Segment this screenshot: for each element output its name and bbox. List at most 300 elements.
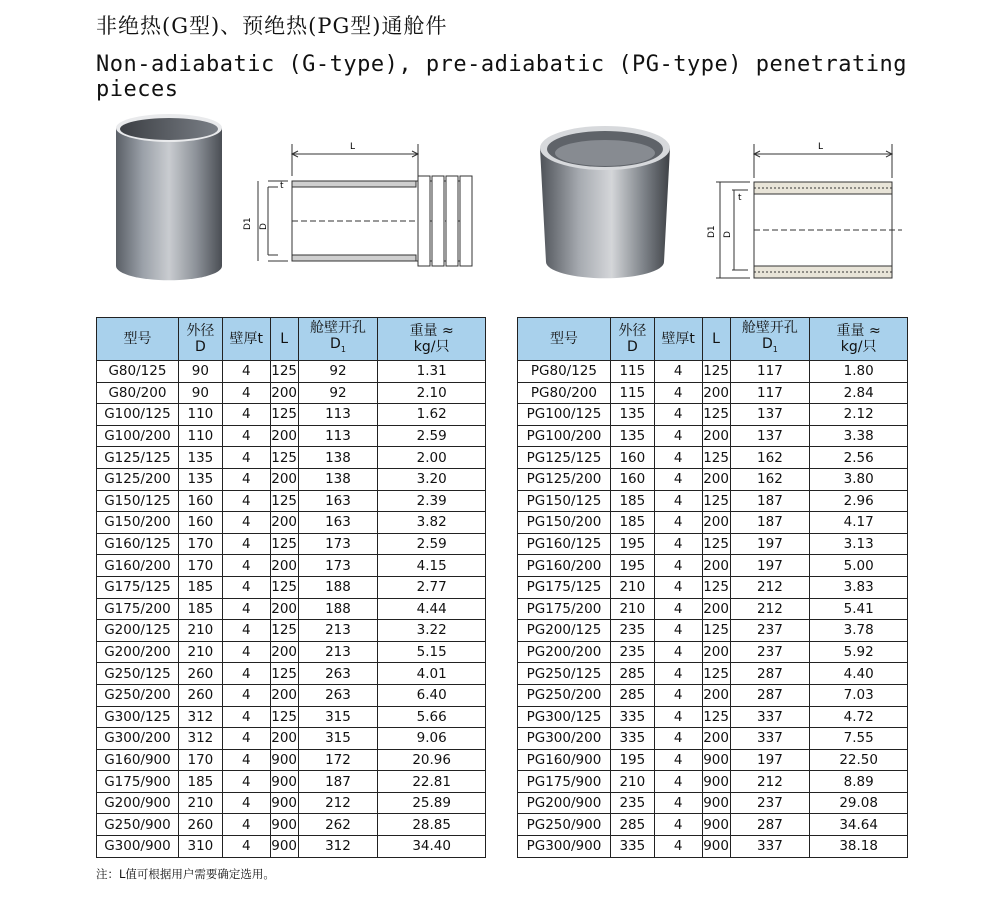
table-row [97,663,486,685]
table-cell: 210 [610,598,654,620]
table-cell: 110 [178,404,222,426]
table-cell: 287 [730,814,810,836]
table-cell: 4 [222,555,270,577]
table-cell: 135 [610,404,654,426]
table-cell: 125 [702,576,730,598]
table-cell: 200 [270,382,298,404]
table-cell: G200/125 [97,620,179,642]
table-cell: 197 [730,533,810,555]
header-model: 型号 [97,318,179,361]
table-cell: 195 [610,555,654,577]
header-model: 型号 [518,318,611,361]
table-cell: 200 [702,684,730,706]
header-weight: 重量 ≈ kg/只 [378,318,486,361]
table-cell: 90 [178,382,222,404]
table-cell: 335 [610,836,654,858]
table-cell: 315 [298,728,378,750]
table-cell: 3.22 [378,620,486,642]
table-cell: 195 [610,749,654,771]
table-cell: 2.39 [378,490,486,512]
table-row [518,792,908,814]
table-cell: PG200/900 [518,792,611,814]
table-cell: 115 [610,382,654,404]
table-row [518,836,908,858]
table-row [518,425,908,447]
table-cell: 2.59 [378,425,486,447]
table-cell: 4.17 [810,512,908,534]
table-cell: 2.12 [810,404,908,426]
table-cell: G160/200 [97,555,179,577]
table-cell: 117 [730,382,810,404]
table-cell: 125 [270,533,298,555]
table-cell: 200 [270,728,298,750]
table-row [518,555,908,577]
table-cell: G300/200 [97,728,179,750]
g-type-pipe-photo [104,106,234,286]
table-cell: 200 [702,512,730,534]
table-cell: 900 [702,749,730,771]
table-row [97,490,486,512]
table-cell: PG80/200 [518,382,611,404]
table-cell: 185 [178,598,222,620]
table-cell: 5.15 [378,641,486,663]
table-cell: G150/125 [97,490,179,512]
table-cell: 212 [730,771,810,793]
table-cell: 210 [610,771,654,793]
table-cell: PG250/125 [518,663,611,685]
table-cell: 3.82 [378,512,486,534]
table-row [97,555,486,577]
table-cell: 4 [654,728,702,750]
table-cell: 187 [730,490,810,512]
table-cell: 287 [730,663,810,685]
table-cell: G300/125 [97,706,179,728]
table-cell: G175/900 [97,771,179,793]
table-cell: 125 [702,490,730,512]
table-cell: G200/200 [97,641,179,663]
table-cell: 125 [702,404,730,426]
table-cell: 235 [610,792,654,814]
table-cell: 213 [298,620,378,642]
table-cell: 262 [298,814,378,836]
table-cell: 4 [654,404,702,426]
table-cell: 188 [298,598,378,620]
table-cell: 137 [730,425,810,447]
header-outer-diameter: 外径 D [610,318,654,361]
table-cell: 125 [270,663,298,685]
table-cell: 6.40 [378,684,486,706]
header-bulkhead-hole: 舱壁开孔 $D_1$ [730,318,810,361]
table-row [97,468,486,490]
table-row [518,598,908,620]
table-cell: 187 [298,771,378,793]
table-cell: G175/125 [97,576,179,598]
table-cell: G200/900 [97,792,179,814]
table-cell: 110 [178,425,222,447]
table-cell: 4 [654,684,702,706]
table-cell: 4 [222,468,270,490]
table-cell: 2.96 [810,490,908,512]
table-cell: 4 [222,620,270,642]
table-cell: 185 [610,512,654,534]
table-cell: 113 [298,404,378,426]
table-cell: 200 [270,425,298,447]
pg-type-section-drawing [706,136,906,286]
table-cell: 135 [610,425,654,447]
table-row [97,641,486,663]
table-cell: G125/200 [97,468,179,490]
table-row [518,771,908,793]
table-cell: 210 [178,641,222,663]
table-row [518,382,908,404]
table-cell: G250/200 [97,684,179,706]
table-cell: 200 [270,598,298,620]
table-cell: 22.50 [810,749,908,771]
table-cell: 25.89 [378,792,486,814]
table-row [518,490,908,512]
table-row [97,684,486,706]
table-row [97,447,486,469]
page-title-en: Non-adiabatic (G-type), pre-adiabatic (PG-type) penetrating pieces [96,52,907,102]
table-cell: 4.72 [810,706,908,728]
table-cell: 2.56 [810,447,908,469]
table-cell: 4 [654,361,702,383]
table-cell: 200 [270,641,298,663]
table-row [97,512,486,534]
table-cell: 337 [730,836,810,858]
table-cell: 3.20 [378,468,486,490]
table-row [97,598,486,620]
table-cell: 4 [222,490,270,512]
table-cell: 3.13 [810,533,908,555]
table-cell: 160 [610,447,654,469]
table-cell: PG80/125 [518,361,611,383]
table-cell: G100/125 [97,404,179,426]
table-cell: 163 [298,490,378,512]
g-type-spec-table [96,317,486,858]
table-cell: 4 [222,404,270,426]
table-cell: G160/900 [97,749,179,771]
table-cell: G100/200 [97,425,179,447]
table-cell: PG125/125 [518,447,611,469]
table-cell: 137 [730,404,810,426]
table-cell: 285 [610,663,654,685]
header-length: L [270,318,298,361]
table-cell: 200 [270,555,298,577]
table-cell: 900 [270,836,298,858]
table-cell: 162 [730,447,810,469]
table-row [97,425,486,447]
table-cell: 4 [222,447,270,469]
table-cell: 4 [654,598,702,620]
table-cell: G160/125 [97,533,179,555]
table-cell: 187 [730,512,810,534]
table-cell: G175/200 [97,598,179,620]
header-outer-diameter: 外径 D [178,318,222,361]
table-cell: 125 [702,533,730,555]
table-row [518,468,908,490]
table-cell: 117 [730,361,810,383]
table-row [97,836,486,858]
table-row [518,663,908,685]
table-row [518,728,908,750]
table-cell: 260 [178,684,222,706]
table-cell: 4 [222,728,270,750]
table-cell: 4 [654,490,702,512]
table-cell: 125 [702,447,730,469]
table-cell: 92 [298,382,378,404]
table-cell: 4 [654,706,702,728]
table-cell: 210 [610,576,654,598]
table-cell: 260 [178,663,222,685]
table-cell: PG200/200 [518,641,611,663]
table-row [518,641,908,663]
table-cell: PG300/125 [518,706,611,728]
table-cell: 38.18 [810,836,908,858]
table-cell: 195 [610,533,654,555]
table-row [97,728,486,750]
table-cell: 172 [298,749,378,771]
table-cell: 4 [654,663,702,685]
table-cell: 4 [654,382,702,404]
table-cell: G250/125 [97,663,179,685]
table-cell: 8.89 [810,771,908,793]
table-cell: 1.62 [378,404,486,426]
table-cell: 185 [178,771,222,793]
table-cell: 125 [702,361,730,383]
table-cell: 2.59 [378,533,486,555]
table-cell: 125 [270,620,298,642]
table-cell: PG300/200 [518,728,611,750]
header-wall-thickness: 壁厚t [654,318,702,361]
table-cell: PG125/200 [518,468,611,490]
table-cell: 125 [270,447,298,469]
table-cell: 4 [654,555,702,577]
table-cell: 263 [298,684,378,706]
table-cell: 170 [178,533,222,555]
table-cell: 4 [654,533,702,555]
table-cell: 4 [654,771,702,793]
table-cell: 212 [730,576,810,598]
table-row [97,361,486,383]
table-row [518,684,908,706]
table-cell: G125/125 [97,447,179,469]
table-cell: 210 [178,792,222,814]
table-row [518,361,908,383]
table-cell: 3.38 [810,425,908,447]
table-cell: 185 [178,576,222,598]
header-wall-thickness: 壁厚t [222,318,270,361]
page-title-cn: 非绝热(G型)、预绝热(PG型)通舱件 [96,14,448,38]
header-bulkhead-hole: 舱壁开孔 $D_1$ [298,318,378,361]
table-cell: 200 [702,641,730,663]
table-cell: 125 [270,361,298,383]
table-cell: 5.00 [810,555,908,577]
g-drawing-thickness-label: t [280,181,284,191]
table-cell: 312 [178,728,222,750]
table-cell: 2.00 [378,447,486,469]
table-cell: 4 [222,663,270,685]
g-drawing-length-label: L [350,142,356,152]
table-cell: 200 [702,468,730,490]
table-cell: 335 [610,706,654,728]
table-cell: 5.41 [810,598,908,620]
table-cell: PG250/900 [518,814,611,836]
table-cell: PG175/125 [518,576,611,598]
table-cell: 1.80 [810,361,908,383]
pg-drawing-thickness-label: t [738,193,742,203]
table-cell: 135 [178,468,222,490]
table-cell: 160 [178,512,222,534]
table-cell: 200 [702,425,730,447]
pg-drawing-length-label: L [818,142,824,152]
table-cell: 315 [298,706,378,728]
table-cell: 2.10 [378,382,486,404]
table-cell: 900 [270,749,298,771]
table-cell: 4 [222,382,270,404]
table-cell: 28.85 [378,814,486,836]
table-row [518,533,908,555]
table-cell: 900 [270,814,298,836]
table-cell: 4.40 [810,663,908,685]
table-cell: 2.84 [810,382,908,404]
table-cell: 200 [270,468,298,490]
table-cell: 235 [610,641,654,663]
table-row [518,814,908,836]
table-cell: 173 [298,533,378,555]
table-cell: 29.08 [810,792,908,814]
table-cell: 4 [654,814,702,836]
table-row [97,382,486,404]
table-cell: 900 [270,792,298,814]
table-cell: 210 [178,620,222,642]
table-cell: 200 [702,728,730,750]
table-cell: 4 [222,425,270,447]
table-cell: 285 [610,684,654,706]
table-cell: 213 [298,641,378,663]
g-drawing-d1-label: D1 [243,217,253,230]
table-cell: 160 [610,468,654,490]
table-row [97,792,486,814]
table-cell: 900 [702,792,730,814]
table-cell: 900 [702,836,730,858]
header-length: L [702,318,730,361]
table-cell: 200 [702,382,730,404]
table-cell: 4 [222,836,270,858]
table-cell: 34.40 [378,836,486,858]
table-row [97,814,486,836]
table-cell: 4.01 [378,663,486,685]
table-cell: 113 [298,425,378,447]
table-cell: 200 [270,684,298,706]
table-row [97,620,486,642]
table-row [518,447,908,469]
table-cell: 138 [298,447,378,469]
table-cell: 197 [730,749,810,771]
table-cell: 4 [654,468,702,490]
table-cell: G250/900 [97,814,179,836]
table-cell: 7.03 [810,684,908,706]
table-cell: G300/900 [97,836,179,858]
table-cell: 337 [730,728,810,750]
table-cell: 4 [654,512,702,534]
table-cell: 125 [702,706,730,728]
table-cell: 34.64 [810,814,908,836]
table-cell: 4 [222,792,270,814]
table-cell: 20.96 [378,749,486,771]
table-cell: 287 [730,684,810,706]
table-cell: 235 [610,620,654,642]
pg-type-spec-table [517,317,908,858]
table-row [97,404,486,426]
table-row [518,749,908,771]
header-weight: 重量 ≈ kg/只 [810,318,908,361]
table-cell: 188 [298,576,378,598]
table-cell: PG150/200 [518,512,611,534]
table-cell: 310 [178,836,222,858]
table-cell: 4 [654,447,702,469]
table-cell: 4 [222,598,270,620]
table-cell: PG160/900 [518,749,611,771]
table-cell: 125 [270,576,298,598]
table-cell: PG300/900 [518,836,611,858]
table-cell: 4 [222,533,270,555]
table-cell: 4 [654,641,702,663]
table-cell: 263 [298,663,378,685]
table-cell: 285 [610,814,654,836]
table-row [97,576,486,598]
table-cell: G150/200 [97,512,179,534]
table-cell: 237 [730,792,810,814]
table-cell: 4 [222,706,270,728]
table-cell: 312 [178,706,222,728]
pg-drawing-d1-label: D1 [707,225,717,238]
table-cell: 9.06 [378,728,486,750]
table-cell: 4 [222,576,270,598]
table-cell: 4 [222,684,270,706]
table-row [97,749,486,771]
table-cell: 312 [298,836,378,858]
table-cell: 4 [222,361,270,383]
table-cell: 125 [270,404,298,426]
table-cell: PG250/200 [518,684,611,706]
table-cell: 237 [730,620,810,642]
table-cell: 3.83 [810,576,908,598]
table-cell: 200 [702,598,730,620]
table-cell: G80/200 [97,382,179,404]
table-cell: 125 [270,490,298,512]
table-cell: 212 [298,792,378,814]
table-row [518,706,908,728]
table-cell: 4 [222,749,270,771]
table-cell: 260 [178,814,222,836]
table-cell: 125 [270,706,298,728]
table-cell: PG200/125 [518,620,611,642]
table-cell: 115 [610,361,654,383]
table-cell: 4 [654,792,702,814]
table-cell: 7.55 [810,728,908,750]
table-cell: 185 [610,490,654,512]
table-cell: 4 [654,425,702,447]
table-cell: 5.66 [378,706,486,728]
table-cell: 197 [730,555,810,577]
table-row [97,771,486,793]
g-drawing-d-label: D [259,223,269,230]
table-cell: 4.15 [378,555,486,577]
table-row [97,706,486,728]
table-cell: 90 [178,361,222,383]
table-cell: 900 [702,814,730,836]
